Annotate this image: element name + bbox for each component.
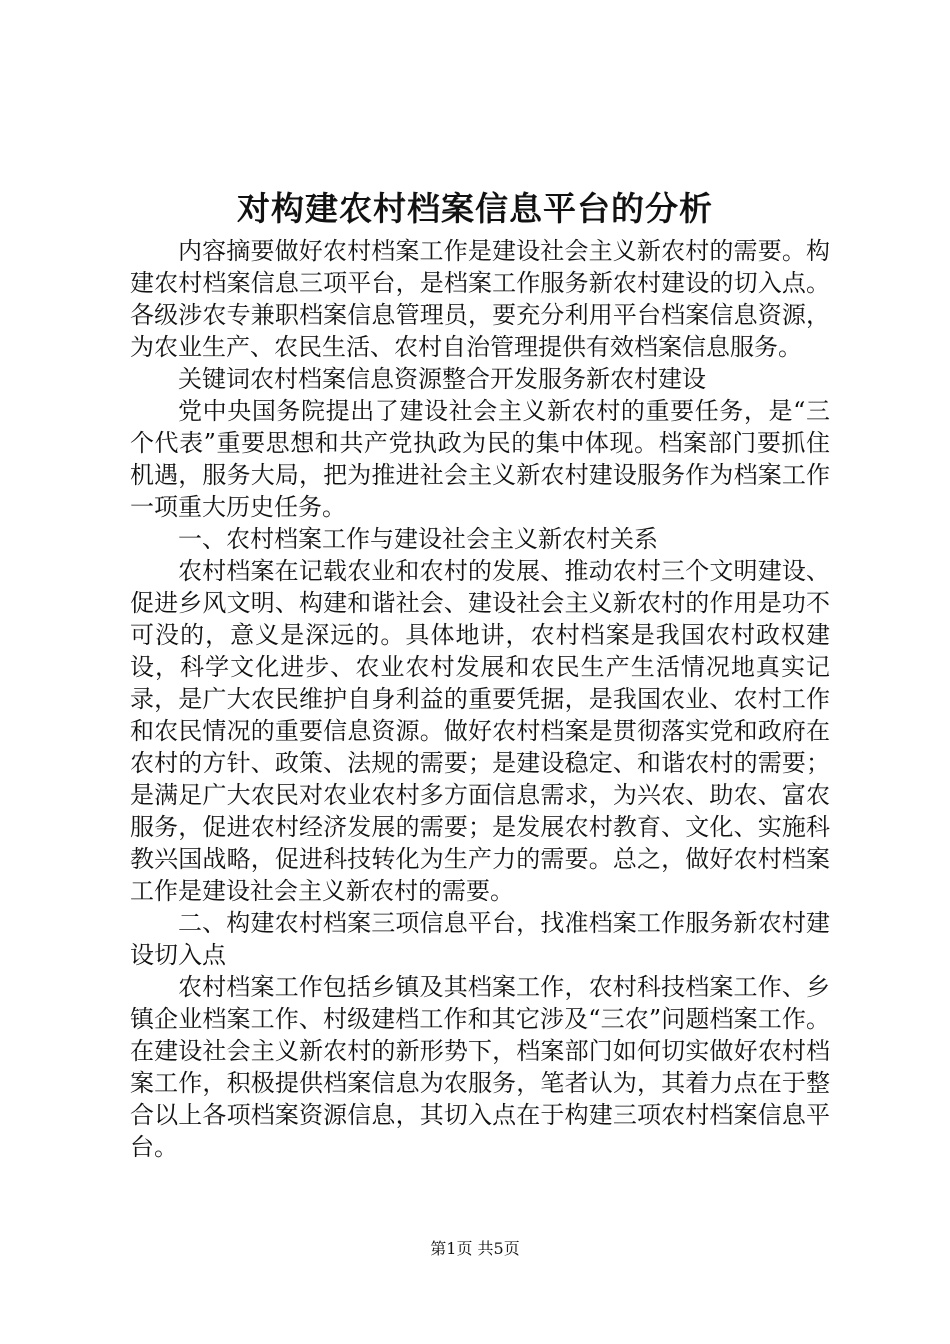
keywords-paragraph: 关键词农村档案信息资源整合开发服务新农村建设 (178, 365, 706, 393)
abstract-paragraph: 内容摘要做好农村档案工作是建设社会主义新农村的需要。构建农村档案信息三项平台，是档案工作服务新农村建设的切入点。各级涉农专兼职档案信息管理员，要充分利用平台档案信息资源，为农业生产、农民生活、农村自治管理提供有效档案信息服务。 (130, 237, 830, 361)
page-footer: 第1页 共5页 (430, 1239, 520, 1258)
section-2-paragraph: 农村档案工作包括乡镇及其档案工作，农村科技档案工作、乡镇企业档案工作、村级建档工作和其它涉及“三农”问题档案工作。在建设社会主义新农村的新形势下，档案部门如何切实做好农村档案工作，积极提供档案信息为农服务，笔者认为，其着力点在于整合以上各项档案资源信息，其切入点在于构建三项农村档案信息平台。 (130, 973, 830, 1161)
section-heading-1: 一、农村档案工作与建设社会主义新农村关系 (178, 525, 658, 553)
document-body (130, 235, 830, 1163)
document-title: 对构建农村档案信息平台的分析 (237, 189, 713, 228)
intro-paragraph: 党中央国务院提出了建设社会主义新农村的重要任务，是“三个代表”重要思想和共产党执政为民的集中体现。档案部门要抓住机遇，服务大局，把为推进社会主义新农村建设服务作为档案工作一项重大历史任务。 (130, 397, 830, 521)
section-1-paragraph: 农村档案在记载农业和农村的发展、推动农村三个文明建设、促进乡风文明、构建和谐社会、建设社会主义新农村的作用是功不可没的，意义是深远的。具体地讲，农村档案是我国农村政权建设，科学文化进步、农业农村发展和农民生产生活情况地真实记录，是广大农民维护自身利益的重要凭据，是我国农业、农村工作和农民情况的重要信息资源。做好农村档案是贯彻落实党和政府在农村的方针、政策、法规的需要；是建设稳定、和谐农村的需要；是满足广大农民对农业农村多方面信息需求，为兴农、助农、富农服务，促进农村经济发展的需要；是发展农村教育、文化、实施科教兴国战略，促进科技转化为生产力的需要。总之，做好农村档案工作是建设社会主义新农村的需要。 (130, 557, 830, 905)
section-heading-2: 二、构建农村档案三项信息平台，找准档案工作服务新农村建设切入点 (130, 909, 830, 969)
